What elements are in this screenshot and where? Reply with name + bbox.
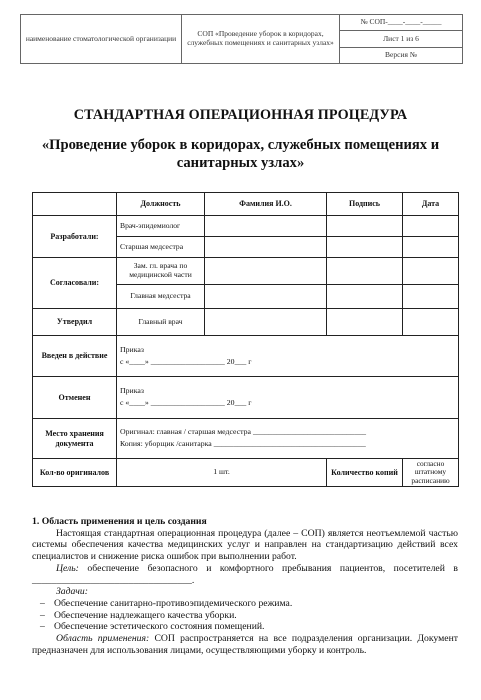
section-heading: 1. Область применения и цель создания: [32, 516, 207, 527]
intro-line-1: Приказ: [120, 344, 144, 354]
goal-label: Цель:: [56, 562, 79, 574]
storage-label: Место хранения документа: [33, 419, 117, 459]
agreed-label: Согласовали:: [33, 258, 117, 309]
table-cell: [205, 237, 327, 258]
goal-text: обеспечение безопасного и комфортного пребывания пациентов, посетителей в _________________________________.: [32, 562, 458, 586]
task-text: Обеспечение эстетического состояния помещений.: [54, 621, 265, 633]
copy-count: согласно штатному расписанию: [403, 459, 459, 487]
document-header: [20, 14, 463, 64]
task-item: – Обеспечение эстетического состояния помещений.: [40, 621, 265, 633]
task-text: Обеспечение надлежащего качества уборки.: [54, 609, 237, 621]
table-cell: [327, 285, 403, 309]
col-sign: Подпись: [327, 193, 403, 216]
table-cell: [327, 258, 403, 285]
sop-number: № СОП-____-____-_____: [340, 15, 463, 31]
approved-label: Утвердил: [33, 309, 117, 336]
canceled-label: Отменен: [33, 377, 117, 419]
copy-count-label: Количество копий: [327, 459, 403, 487]
orig-count: 1 шт.: [117, 459, 327, 487]
area-text: СОП распространяется на все подразделения организации. Документ предназначен для использования лицами, осуществляющими уборку и контроль.: [32, 633, 458, 656]
task-item: – Обеспечение санитарно-противоэпидемического режима.: [40, 597, 293, 609]
version-number: Версия №: [340, 47, 463, 63]
table-cell: [205, 309, 327, 336]
table-cell: [205, 216, 327, 237]
area-paragraph: [32, 633, 458, 656]
table-cell: [403, 285, 459, 309]
sheet-number: Лист 1 из 6: [340, 31, 463, 47]
orig-count-label: Кол-во оригиналов: [33, 459, 117, 487]
task-item: – Обеспечение надлежащего качества уборки.: [40, 609, 237, 621]
storage-info: [117, 419, 459, 459]
table-cell: [205, 285, 327, 309]
col-position: Должность: [117, 193, 205, 216]
storage-line-2: Копия: уборщик /санитарка _______________________________________: [120, 439, 366, 448]
page-subtitle: [0, 136, 481, 172]
table-cell: [205, 258, 327, 285]
dev-position-2: Старшая медсестра: [117, 237, 205, 258]
cancel-line-2: с «____» ___________________ 20___ г: [120, 398, 252, 407]
table-cell: [403, 237, 459, 258]
sop-title-cell: СОП «Проведение уборок в коридорах, служебных помещениях и санитарных узлах»: [182, 15, 340, 64]
table-cell: [327, 237, 403, 258]
area-label: Область применения:: [56, 633, 150, 645]
page-title: СТАНДАРТНАЯ ОПЕРАЦИОННАЯ ПРОЦЕДУРА: [73, 107, 408, 123]
agr-position-1: Зам. гл. врача по медицинской части: [117, 258, 205, 285]
table-cell: [327, 216, 403, 237]
cancel-line-1: Приказ: [120, 386, 144, 396]
dev-position-1: Врач-эпидемиолог: [117, 216, 205, 237]
section-paragraph-1: Настоящая стандартная операционная процедура (далее – СОП) является неотъемлемой частью системы обеспечения качества медицинских услуг и направлен на стандартизацию действий всех специалистов и снижение риска ошибок при выполнении работ.: [32, 527, 458, 563]
col-date: Дата: [403, 193, 459, 216]
developed-label: Разработали:: [33, 216, 117, 258]
goal-paragraph: [32, 563, 458, 586]
canceled-order: [117, 377, 459, 419]
org-name: наименование стоматологической организации: [21, 15, 182, 64]
storage-line-1: Оригинал: главная / старшая медсестра _____________________________: [120, 427, 367, 437]
agr-position-2: Главная медсестра: [117, 285, 205, 309]
tasks-label: Задачи:: [56, 586, 88, 598]
section-scope: [32, 516, 458, 656]
table-cell: [403, 309, 459, 336]
col-name: Фамилия И.О.: [205, 193, 327, 216]
table-cell: [403, 258, 459, 285]
approved-position: Главный врач: [117, 309, 205, 336]
empty-header-cell: [33, 193, 117, 216]
intro-line-2: с «____» ___________________ 20___ г: [120, 356, 252, 366]
task-text: Обеспечение санитарно-противоэпидемического режима.: [54, 597, 293, 609]
approval-table: [32, 192, 459, 487]
subtitle-text: «Проведение уборок в коридорах, служебных помещениях и санитарных узлах»: [41, 137, 440, 171]
introduced-label: Введен в действие: [33, 336, 117, 377]
table-cell: [327, 309, 403, 336]
table-cell: [403, 216, 459, 237]
introduced-order: [117, 336, 459, 377]
